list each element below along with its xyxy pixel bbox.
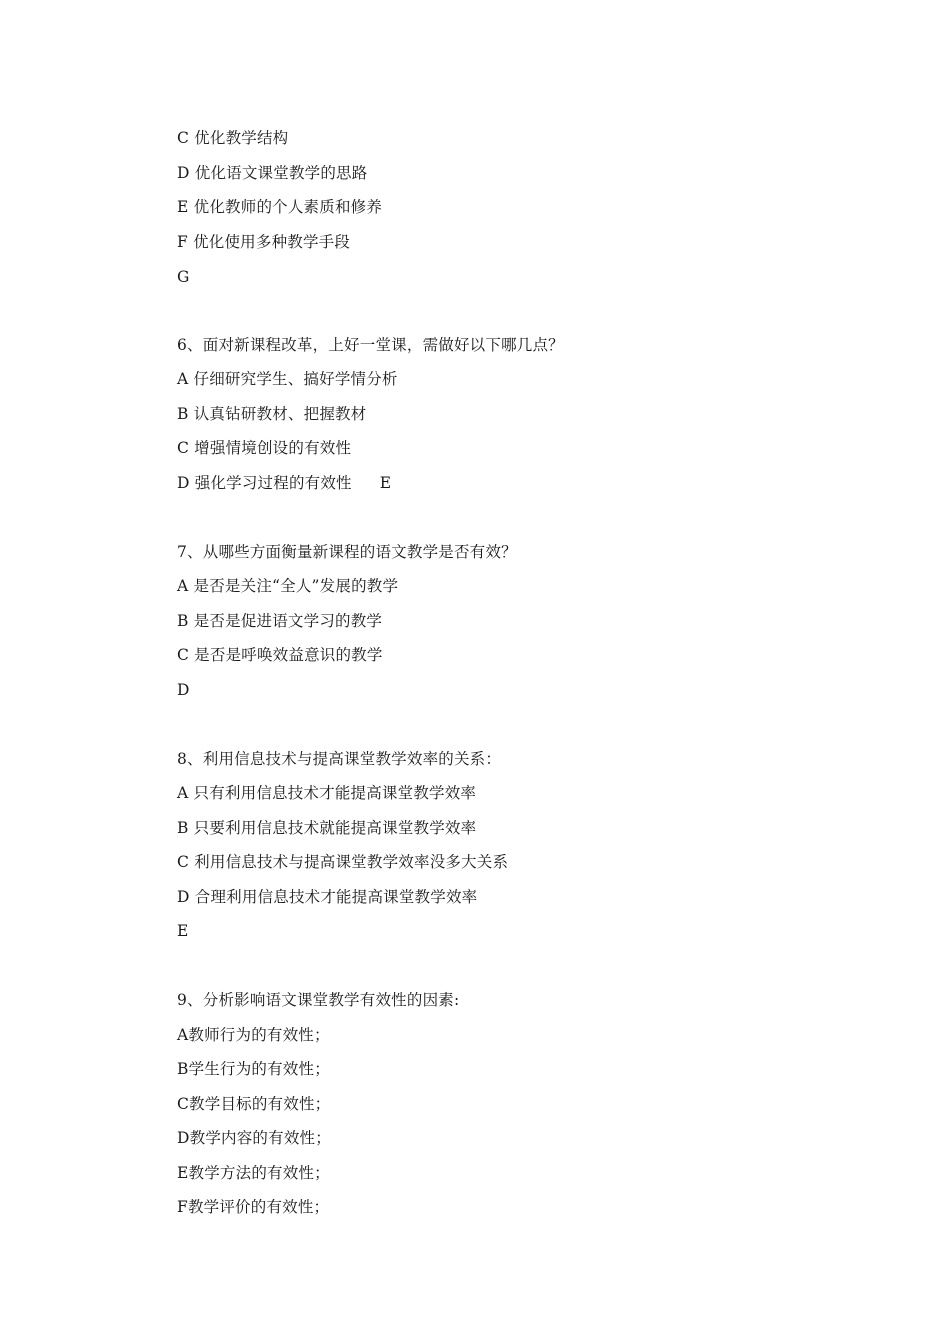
q7-option-a: A 是否是关注“全人”发展的教学 [177, 577, 399, 595]
q7-option-b: B 是否是促进语文学习的教学 [177, 612, 383, 630]
q9-option-b: B学生行为的有效性； [177, 1060, 330, 1078]
q8-option-b: B 只要利用信息技术就能提高课堂教学效率 [177, 819, 477, 837]
q5-option-c: C 优化教学结构 [177, 129, 289, 147]
q8-option-c: C 利用信息技术与提高课堂教学效率没多大关系 [177, 853, 509, 871]
q5-option-e: E 优化教师的个人素质和修养 [177, 198, 383, 216]
q9-option-e: E教学方法的有效性； [177, 1164, 330, 1182]
q8-option-e: E [177, 922, 189, 940]
q9-option-d: D教学内容的有效性； [177, 1129, 331, 1147]
q6-question: 6、面对新课程改革，上好一堂课，需做好以下哪几点？ [177, 336, 564, 354]
q6-option-d-row [177, 473, 391, 493]
q6-option-b: B 认真钻研教材、把握教材 [177, 405, 367, 423]
q7-option-c: C 是否是呼唤效益意识的教学 [177, 646, 383, 664]
q7-question: 7、从哪些方面衡量新课程的语文教学是否有效？ [177, 543, 517, 561]
q6-option-a: A 仔细研究学生、搞好学情分析 [177, 370, 398, 388]
q7-option-d: D [177, 681, 190, 699]
q8-question: 8、利用信息技术与提高课堂教学效率的关系： [177, 750, 502, 768]
q9-option-c: C教学目标的有效性； [177, 1095, 331, 1113]
q9-option-f: F教学评价的有效性； [177, 1198, 330, 1216]
q8-option-d: D 合理利用信息技术才能提高课堂教学效率 [177, 888, 478, 906]
q5-option-f: F 优化使用多种教学手段 [177, 233, 351, 251]
q5-option-d: D 优化语文课堂教学的思路 [177, 164, 368, 182]
q8-option-a: A 只有利用信息技术才能提高课堂教学效率 [177, 784, 477, 802]
q9-option-a: A教师行为的有效性； [177, 1026, 330, 1044]
q6-option-c: C 增强情境创设的有效性 [177, 439, 352, 457]
q6-option-e: E [379, 474, 392, 492]
q9-question: 9、分析影响语文课堂教学有效性的因素: [177, 991, 460, 1009]
q5-option-g: G [177, 268, 190, 286]
q6-option-d: D 强化学习过程的有效性 [177, 474, 352, 492]
